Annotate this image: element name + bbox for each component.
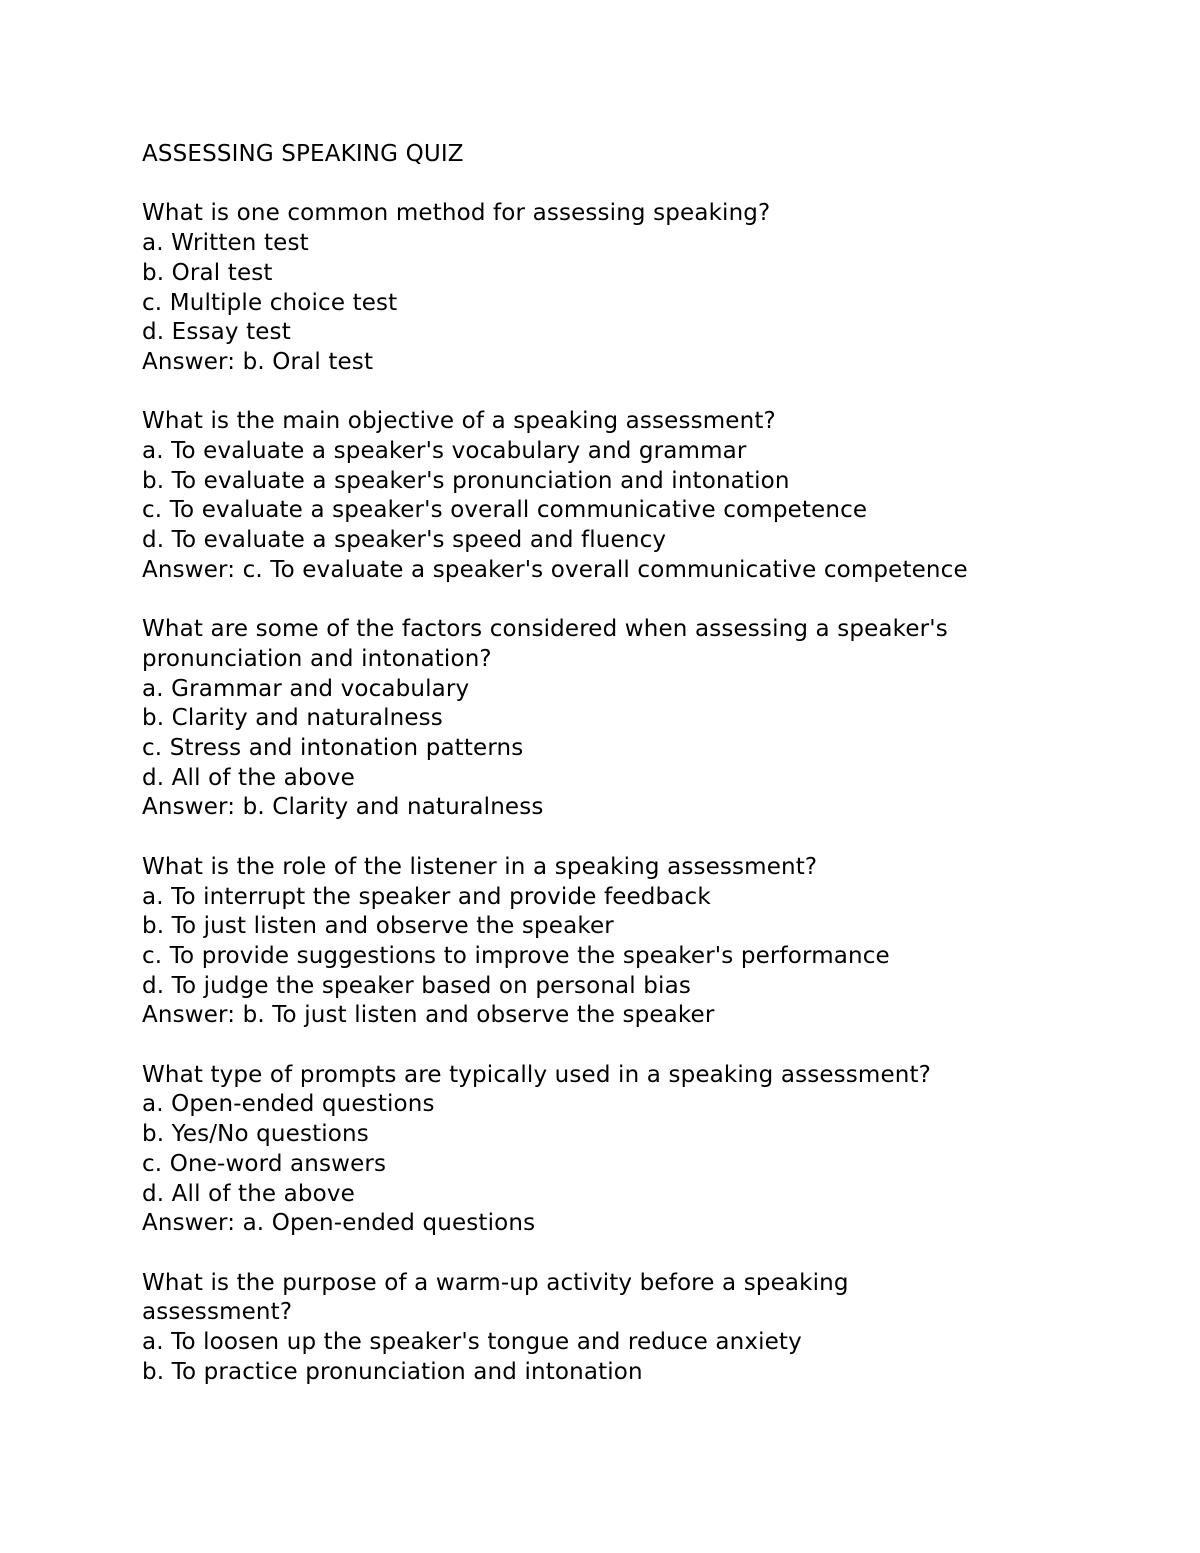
question-text: What are some of the factors considered when assessing a speaker's [142, 616, 948, 643]
question-text-continued: assessment? [142, 1299, 293, 1326]
answer-line: Answer: b. Oral test [142, 348, 374, 375]
option-a: a. To loosen up the speaker's tongue and reduce anxiety [142, 1329, 802, 1356]
option-a: a. To evaluate a speaker's vocabulary and grammar [142, 438, 747, 464]
option-b: b. To practice pronunciation and intonation [142, 1358, 643, 1385]
option-b: b. Clarity and naturalness [142, 705, 443, 732]
option-b: b. To just listen and observe the speaker [142, 913, 614, 940]
option-d: d. All of the above [142, 764, 355, 791]
option-c: c. To provide suggestions to improve the speaker's performance [142, 942, 890, 969]
answer-line: Answer: b. To just listen and observe the speaker [142, 1002, 715, 1029]
option-d: d. Essay test [142, 319, 291, 346]
option-c: c. Stress and intonation patterns [142, 735, 524, 762]
question-block-5 [142, 1061, 1142, 1239]
answer-line: Answer: a. Open-ended questions [142, 1210, 536, 1237]
question-block-1 [142, 199, 1142, 377]
question-text: What type of prompts are typically used in a speaking assessment? [142, 1061, 932, 1088]
option-a: a. Open-ended questions [142, 1091, 435, 1118]
question-block-2 [142, 407, 1142, 585]
question-text: What is one common method for assessing speaking? [142, 200, 771, 227]
option-d: d. All of the above [142, 1180, 355, 1207]
option-b: b. Yes/No questions [142, 1121, 369, 1148]
option-a: a. To interrupt the speaker and provide feedback [142, 883, 711, 910]
answer-line: Answer: b. Clarity and naturalness [142, 794, 544, 821]
option-b: b. Oral test [142, 259, 273, 286]
question-text-continued: pronunciation and intonation? [142, 645, 492, 672]
answer-line: Answer: c. To evaluate a speaker's overall communicative competence [142, 556, 968, 583]
option-a: a. Grammar and vocabulary [142, 675, 470, 702]
option-a: a. Written test [142, 230, 309, 257]
question-block-4 [142, 853, 1142, 1031]
question-text: What is the purpose of a warm-up activity before a speaking [142, 1269, 849, 1296]
document-title: ASSESSING SPEAKING QUIZ [142, 141, 464, 167]
option-d: d. To judge the speaker based on personal bias [142, 972, 691, 999]
option-d: d. To evaluate a speaker's speed and fluency [142, 527, 667, 554]
question-block-6 [142, 1269, 1142, 1388]
document-body [142, 140, 1142, 1387]
question-text: What is the main objective of a speaking assessment? [142, 408, 776, 435]
option-c: c. To evaluate a speaker's overall communicative competence [142, 497, 868, 524]
option-b: b. To evaluate a speaker's pronunciation and intonation [142, 467, 790, 494]
option-c: c. One-word answers [142, 1150, 387, 1177]
question-text: What is the role of the listener in a speaking assessment? [142, 853, 818, 880]
question-block-3 [142, 615, 1142, 823]
option-c: c. Multiple choice test [142, 289, 398, 316]
